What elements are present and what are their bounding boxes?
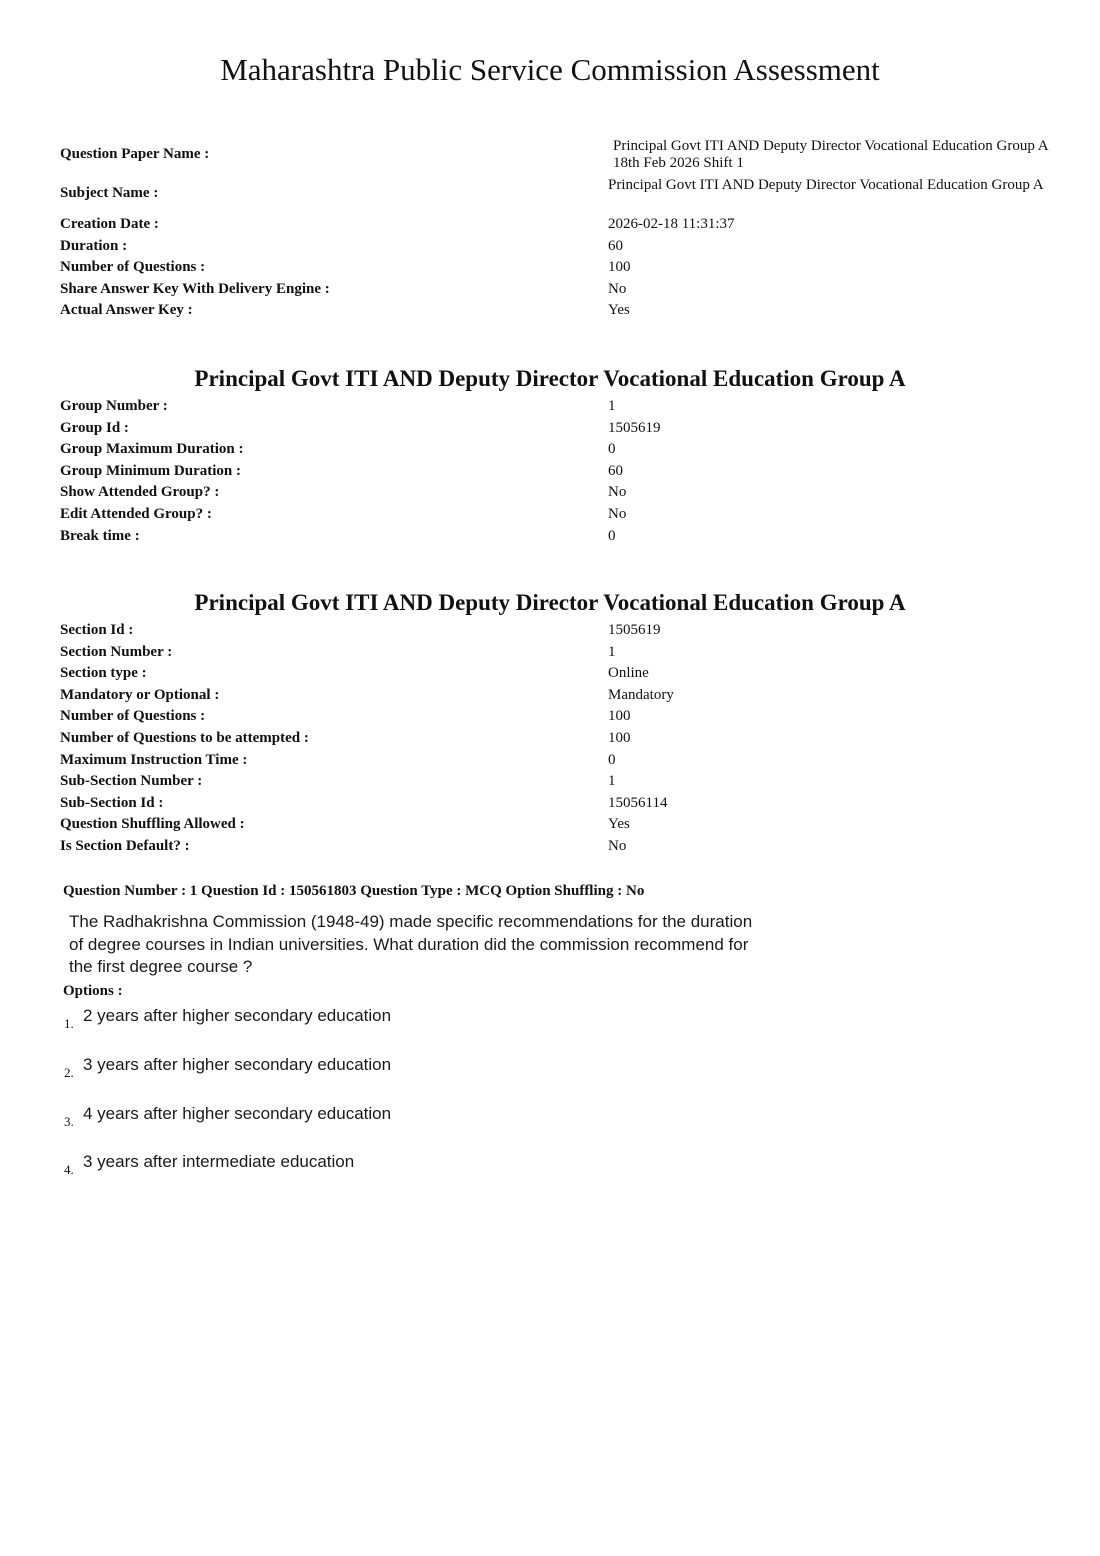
section-info-label: Number of Questions to be attempted :	[60, 729, 309, 746]
paper-info-label: Question Paper Name :	[60, 146, 210, 162]
question-header: Question Number : 1 Question Id : 150561803 Question Type : MCQ Option Shuffling : No	[63, 883, 645, 899]
section-info-label: Sub-Section Id :	[60, 794, 164, 811]
group-info-value: 1505619	[608, 419, 661, 436]
group-info-value: No	[608, 484, 627, 501]
paper-info-value: Principal Govt ITI AND Deputy Director Vocational Education Group A 18th Feb 2026 Shift 1	[613, 138, 1048, 171]
group-info-row	[60, 439, 1060, 461]
section-info-label: Section Id :	[60, 622, 134, 638]
paper-info-row	[60, 279, 1060, 301]
group-info-label: Group Number :	[60, 398, 168, 414]
section-info-value: Yes	[608, 816, 630, 833]
section-info-value: Mandatory	[608, 686, 674, 703]
group-info-value: 0	[608, 527, 616, 544]
option-text: 4 years after higher secondary education	[83, 1104, 392, 1123]
section-info-label: Section Number :	[60, 643, 173, 660]
section-info-row	[60, 814, 1060, 836]
section-info-row	[60, 642, 1060, 664]
section-info-row	[60, 663, 1060, 685]
question-text: The Radhakrishna Commission (1948-49) made specific recommendations for the duration of degree courses in Indian universities. What duration did the commission recommend for the first degree course ?	[69, 912, 753, 976]
group-info-label: Group Maximum Duration :	[60, 441, 244, 458]
group-info-row	[60, 482, 1060, 504]
section-info-label: Section type :	[60, 665, 147, 682]
paper-info-label: Duration :	[60, 237, 128, 254]
section-info-row	[60, 620, 1060, 642]
group-info-row	[60, 418, 1060, 440]
paper-info-value: No	[608, 280, 627, 297]
section-heading: Principal Govt ITI AND Deputy Director Vocational Education Group A	[194, 590, 906, 615]
section-info-value: 1505619	[608, 622, 661, 638]
section-info-label: Maximum Instruction Time :	[60, 751, 248, 768]
document-title: Maharashtra Public Service Commission Assessment	[220, 52, 880, 87]
section-info-label: Sub-Section Number :	[60, 773, 203, 790]
paper-info-row	[60, 177, 1060, 201]
paper-info-table-continued	[60, 214, 1060, 322]
paper-info-row	[60, 214, 1060, 236]
section-info-value: 15056114	[608, 794, 668, 811]
group-info-row	[60, 461, 1060, 483]
option-text: 2 years after higher secondary education	[83, 1006, 392, 1025]
option-number: 1.	[64, 1016, 74, 1031]
group-heading: Principal Govt ITI AND Deputy Director Vocational Education Group A	[194, 366, 906, 391]
section-info-value: 0	[608, 751, 616, 768]
section-info-row	[60, 728, 1060, 750]
paper-info-label: Creation Date :	[60, 216, 159, 232]
group-info-label: Group Minimum Duration :	[60, 462, 241, 479]
section-info-value: 1	[608, 643, 616, 660]
paper-info-row	[60, 300, 1060, 322]
group-info-label: Show Attended Group? :	[60, 484, 220, 501]
paper-info-row	[60, 236, 1060, 258]
option-number: 2.	[64, 1065, 74, 1080]
paper-info-value: 60	[608, 237, 623, 254]
section-info-row	[60, 706, 1060, 728]
paper-info-label: Actual Answer Key :	[60, 302, 193, 319]
option-text: 3 years after higher secondary education	[83, 1055, 392, 1074]
group-info-value: 1	[608, 398, 616, 414]
option-number: 3.	[64, 1114, 74, 1129]
paper-info-row	[60, 257, 1060, 279]
section-info-label: Question Shuffling Allowed :	[60, 816, 245, 833]
group-info-row	[60, 526, 1060, 548]
paper-info-label: Number of Questions :	[60, 259, 206, 276]
paper-info-label: Share Answer Key With Delivery Engine :	[60, 280, 330, 297]
paper-info-value: Yes	[608, 302, 630, 319]
paper-info-value: Principal Govt ITI AND Deputy Director Vocational Education Group A	[608, 177, 1044, 193]
section-info-value: 100	[608, 729, 631, 746]
group-info-label: Edit Attended Group? :	[60, 505, 212, 522]
group-info-value: 60	[608, 462, 623, 479]
group-info-row	[60, 396, 1060, 418]
option-text: 3 years after intermediate education	[83, 1152, 355, 1171]
section-info-row	[60, 685, 1060, 707]
section-info-row	[60, 750, 1060, 772]
group-info-value: 0	[608, 441, 616, 458]
section-info-row	[60, 793, 1060, 815]
section-info-value: Online	[608, 665, 649, 682]
section-info-row	[60, 836, 1060, 858]
paper-info-table	[60, 138, 1060, 199]
section-info-label: Is Section Default? :	[60, 837, 190, 854]
section-info-value: 100	[608, 708, 631, 725]
section-info-label: Mandatory or Optional :	[60, 686, 220, 703]
group-info-table	[60, 396, 1060, 547]
paper-info-row	[60, 138, 1060, 172]
group-info-label: Break time :	[60, 527, 140, 544]
group-info-value: No	[608, 505, 627, 522]
paper-info-label: Subject Name :	[60, 185, 159, 201]
section-info-table	[60, 620, 1060, 858]
section-info-label: Number of Questions :	[60, 708, 206, 725]
option-number: 4.	[64, 1162, 74, 1177]
options-label: Options :	[63, 983, 123, 999]
section-info-value: 1	[608, 773, 616, 790]
group-info-row	[60, 504, 1060, 526]
section-info-value: No	[608, 837, 627, 854]
group-info-label: Group Id :	[60, 419, 129, 436]
paper-info-value: 2026-02-18 11:31:37	[608, 216, 735, 232]
section-info-row	[60, 771, 1060, 793]
paper-info-value: 100	[608, 259, 631, 276]
